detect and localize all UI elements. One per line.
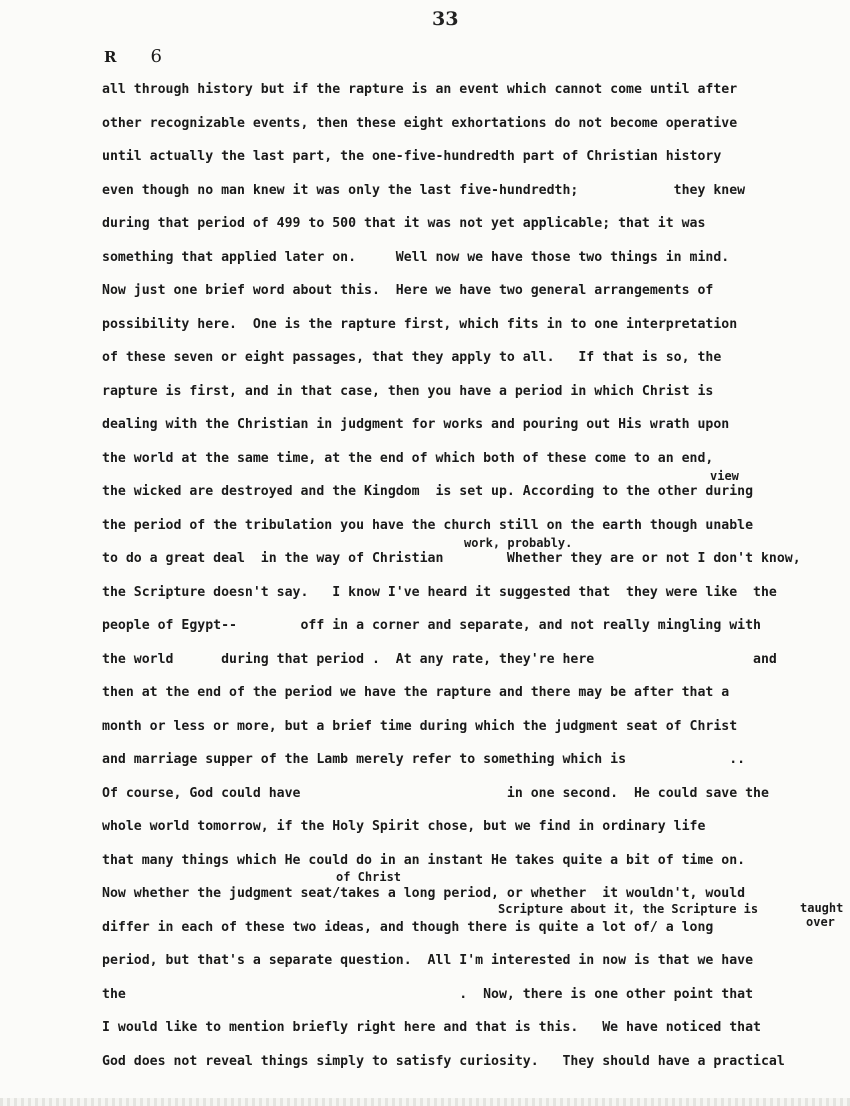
text-line: the world at the same time, at the end of which both of these come to an end, — [102, 450, 714, 466]
text-line: during that period of 499 to 500 that it was not yet applicable; that it was — [102, 216, 706, 231]
interlinear-of-christ: of Christ — [336, 870, 402, 884]
text-line: to do a great deal in the way of Christian Whether they are or not I don't know, — [102, 551, 801, 566]
text-line: of these seven or eight passages, that they apply to all. If that is so, the — [102, 350, 722, 365]
text-line: rapture is first, and in that case, then you have a period in which Christ is — [102, 383, 714, 399]
interlinear-view: view — [710, 469, 739, 483]
text-line: possibility here. One is the rapture first, which fits in to one interpretation — [102, 316, 738, 332]
text-line: then at the end of the period we have the rapture and there may be after that a — [102, 685, 730, 700]
text-line: Now whether the judgment seat/takes a long period, or whether it wouldn't, would — [102, 886, 746, 901]
text-line: whole world tomorrow, if the Holy Spirit chose, but we find in ordinary life — [102, 819, 706, 834]
page-number: 33 — [432, 8, 459, 30]
text-line: the world during that period . At any rate, they're here and — [102, 651, 777, 667]
text-line: something that applied later on. Well now we have those two things in mind. — [102, 249, 730, 265]
text-line: Of course, God could have in one second. He could save the — [102, 785, 769, 801]
text-line: the . Now, there is one other point that — [102, 986, 754, 1002]
interlinear-scripture-about-it: Scripture about it, the Scripture is — [498, 902, 759, 916]
text-line: I would like to mention briefly right here and that is this. We have noticed that — [102, 1020, 761, 1035]
text-line: other recognizable events, then these eight exhortations do not become operative — [102, 115, 738, 131]
text-line: and marriage supper of the Lamb merely refer to something which is .. — [102, 752, 746, 767]
text-line: the wicked are destroyed and the Kingdom is set up. According to the other during — [102, 484, 754, 499]
text-line: differ in each of these two ideas, and though there is quite a lot of/ a long — [102, 919, 714, 935]
text-line: dealing with the Christian in judgment for works and pouring out His wrath upon — [102, 417, 730, 432]
section-number: 6 — [150, 46, 162, 67]
text-line: God does not reveal things simply to satisfy curiosity. They should have a practical — [102, 1053, 785, 1069]
text-line: period, but that's a separate question. All I'm interested in now is that we have — [102, 953, 754, 968]
typed-body — [102, 80, 842, 1085]
text-line: people of Egypt-- off in a corner and separate, and not really mingling with — [102, 618, 761, 633]
text-line: the Scripture doesn't say. I know I've heard it suggested that they were like the — [102, 584, 777, 600]
section-letter: R — [104, 48, 117, 66]
text-line: all through history but if the rapture is an event which cannot come until after — [102, 82, 738, 97]
margin-note-taught: taught — [800, 901, 844, 915]
text-line: even though no man knew it was only the last five-hundredth; they knew — [102, 182, 746, 198]
text-line: month or less or more, but a brief time during which the judgment seat of Christ — [102, 718, 738, 734]
page-edge — [0, 1098, 850, 1106]
margin-note-over: over — [806, 915, 835, 929]
text-line: until actually the last part, the one-five-hundredth part of Christian history — [102, 149, 722, 164]
text-line: Now just one brief word about this. Here we have two general arrangements of — [102, 283, 714, 298]
section-code — [104, 46, 162, 67]
text-line: the period of the tribulation you have the church still on the earth though unable — [102, 517, 754, 533]
interlinear-work-probably: work, probably. — [464, 536, 573, 550]
text-line: that many things which He could do in an instant He takes quite a bit of time on. — [102, 852, 746, 868]
